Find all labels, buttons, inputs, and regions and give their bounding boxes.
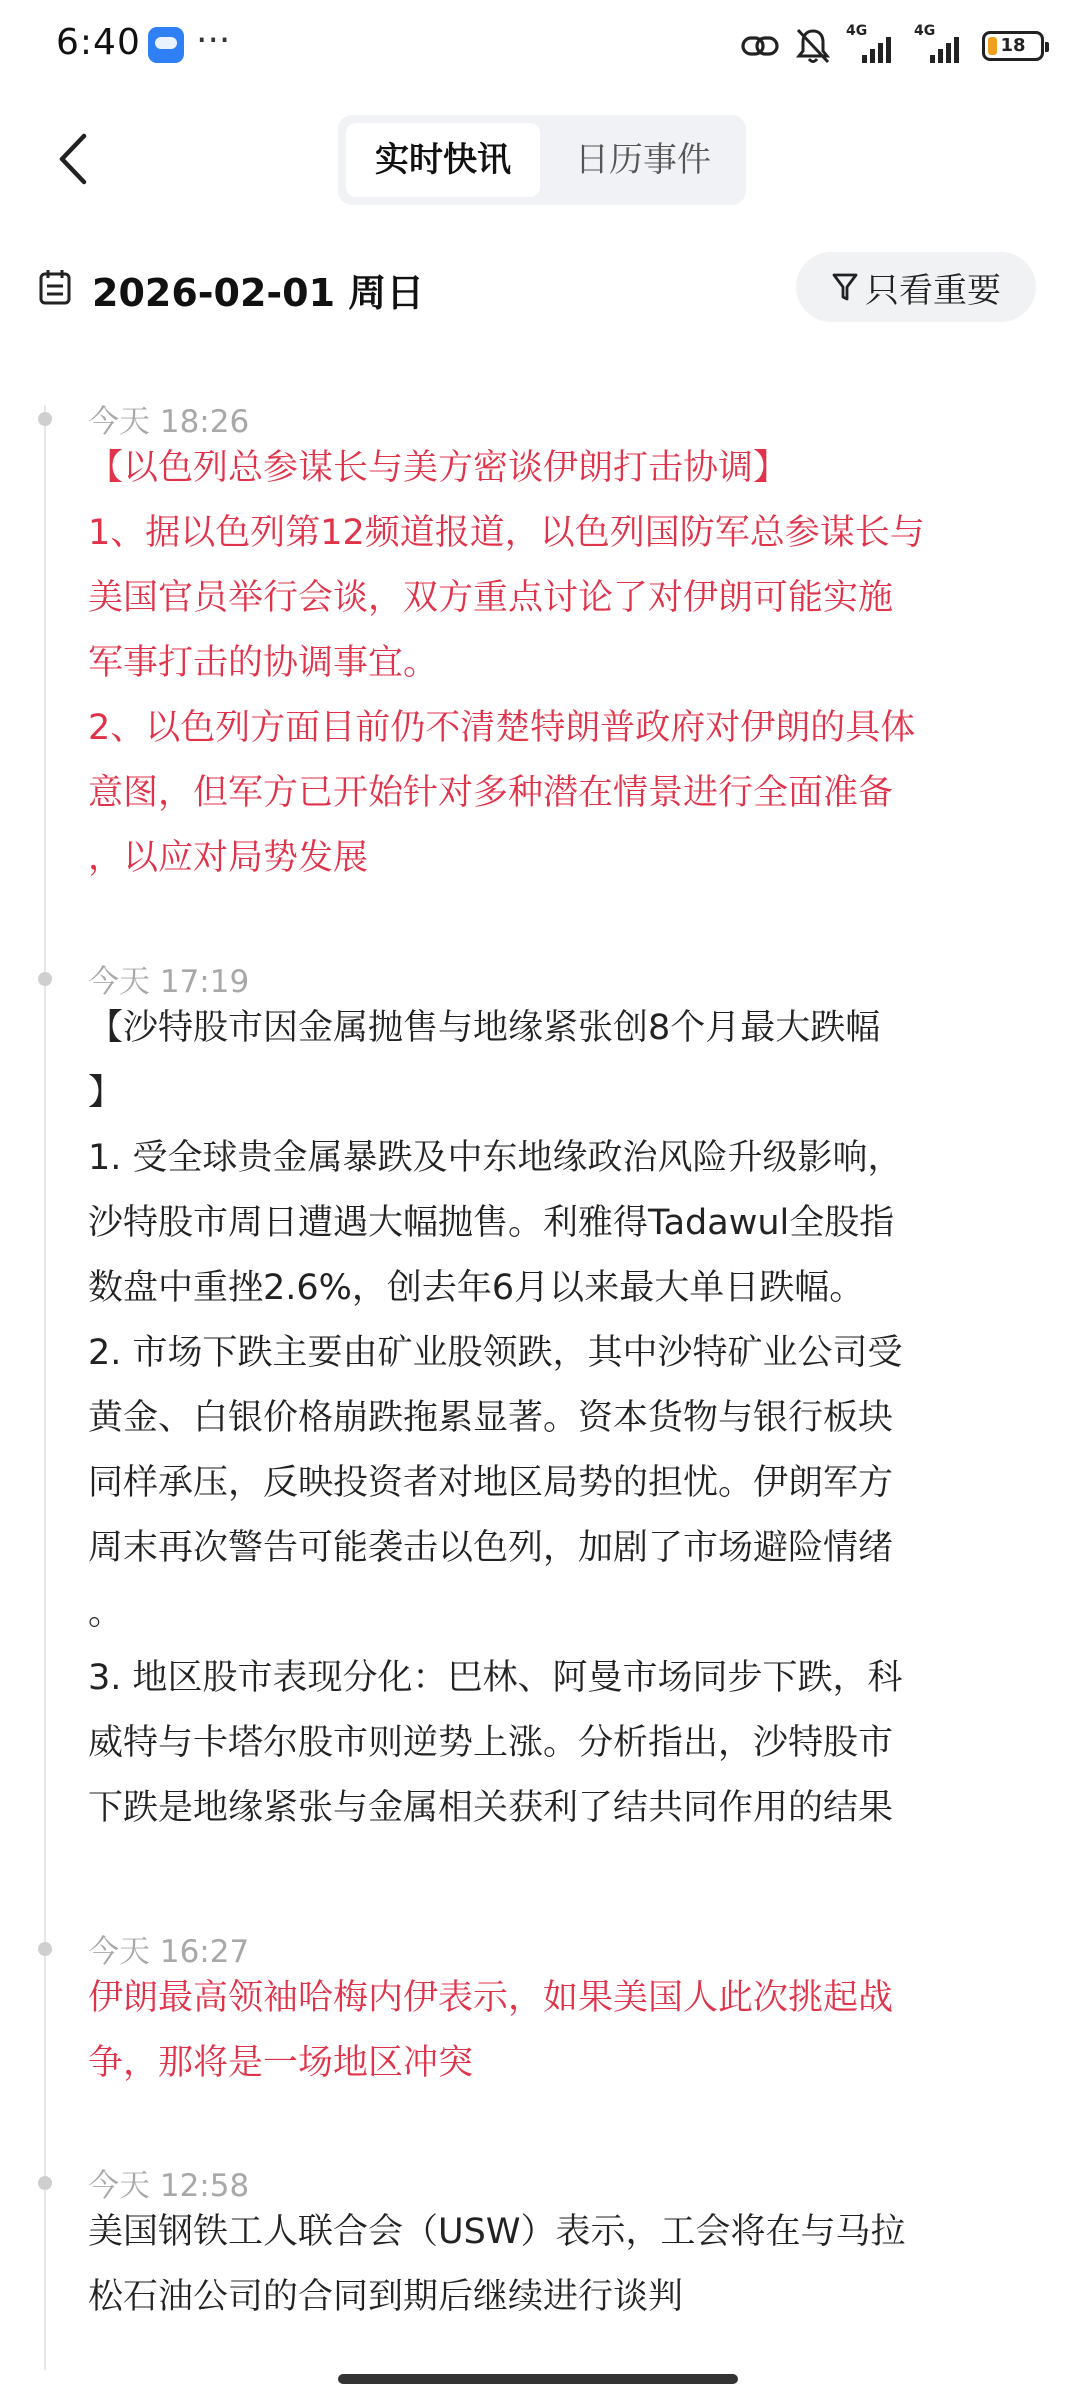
news-time: 今天 16:27: [88, 1934, 250, 1970]
news-line: 1. 受全球贵金属暴跌及中东地缘政治风险升级影响，: [88, 1138, 903, 1178]
battery-level: 18: [1000, 35, 1026, 56]
calendar-icon[interactable]: [38, 268, 72, 310]
news-line: 2、以色列方面目前仍不清楚特朗普政府对伊朗的具体: [88, 708, 916, 748]
tab-realtime-news[interactable]: 实时快讯: [346, 123, 540, 197]
app-notification-icon: [148, 27, 184, 63]
news-line: 下跌是地缘紧张与金属相关获利了结共同作用的结果: [88, 1788, 894, 1828]
news-line: 【沙特股市因金属抛售与地缘紧张创8个月最大跌幅: [88, 1008, 881, 1048]
news-line: 。: [88, 1593, 124, 1633]
battery-icon: [982, 31, 1044, 61]
news-time: 今天 18:26: [88, 404, 250, 440]
news-line: 争，那将是一场地区冲突: [88, 2043, 474, 2083]
filter-label: 只看重要: [865, 270, 1001, 311]
signal-icon-sim2: [914, 23, 968, 65]
news-line: 】: [88, 1073, 124, 1113]
link-icon: [740, 26, 780, 66]
status-time: 6:40: [56, 22, 141, 63]
news-time: 今天 12:58: [88, 2168, 250, 2204]
segmented-tabs: [338, 115, 746, 205]
signal-icon-sim1: [846, 23, 900, 65]
selected-date[interactable]: 2026-02-01 周日: [92, 271, 425, 315]
news-line: 松石油公司的合同到期后继续进行谈判: [88, 2277, 684, 2317]
news-content: [88, 1966, 1043, 2096]
timeline-dot: [38, 2176, 52, 2190]
status-icons: [740, 23, 1044, 66]
network-type-label: 4G: [914, 23, 936, 39]
news-line: 1、据以色列第12频道报道，以色列国防军总参谋长与: [88, 513, 925, 553]
news-line: ，以应对局势发展: [88, 838, 369, 878]
news-line: 威特与卡塔尔股市则逆势上涨。分析指出，沙特股市: [88, 1723, 894, 1763]
news-line: 沙特股市周日遭遇大幅抛售。利雅得Tadawul全股指: [88, 1203, 895, 1243]
news-line: 美国钢铁工人联合会（USW）表示，工会将在与马拉: [88, 2212, 906, 2252]
news-line: 意图，但军方已开始针对多种潜在情景进行全面准备: [88, 773, 894, 813]
date-bar: [0, 248, 1080, 328]
news-line: 伊朗最高领袖哈梅内伊表示，如果美国人此次挑起战: [88, 1978, 894, 2018]
news-line: 同样承压，反映投资者对地区局势的担忧。伊朗军方: [88, 1463, 894, 1503]
network-type-label: 4G: [846, 23, 868, 39]
news-line: 黄金、白银价格崩跌拖累显著。资本货物与银行板块: [88, 1398, 894, 1438]
news-content: [88, 436, 1043, 891]
mute-bell-icon: [794, 26, 832, 66]
timeline-dot: [38, 972, 52, 986]
news-line: 2. 市场下跌主要由矿业股领跌，其中沙特矿业公司受: [88, 1333, 903, 1373]
timeline-dot: [38, 1942, 52, 1956]
news-time: 今天 17:19: [88, 964, 250, 1000]
tab-calendar-events[interactable]: 日历事件: [575, 140, 711, 180]
timeline-line: [44, 405, 46, 2370]
news-line: 3. 地区股市表现分化：巴林、阿曼市场同步下跌，科: [88, 1658, 903, 1698]
important-only-filter-button[interactable]: [796, 252, 1036, 322]
news-line: 数盘中重挫2.6%，创去年6月以来最大单日跌幅。: [88, 1268, 865, 1308]
home-indicator[interactable]: [338, 2374, 738, 2384]
back-button[interactable]: [50, 126, 100, 192]
timeline-dot: [38, 412, 52, 426]
news-line: 周末再次警告可能袭击以色列，加剧了市场避险情绪: [88, 1528, 894, 1568]
news-line: 美国官员举行会谈，双方重点讨论了对伊朗可能实施: [88, 578, 894, 618]
news-content: [88, 996, 1043, 1841]
chevron-left-icon: [50, 126, 100, 192]
news-line: 【以色列总参谋长与美方密谈伊朗打击协调】: [88, 448, 789, 488]
more-notifications-indicator: ···: [196, 20, 231, 61]
news-line: 军事打击的协调事宜。: [88, 643, 439, 683]
filter-icon: [831, 271, 859, 303]
news-content: [88, 2200, 1043, 2330]
status-bar: [0, 0, 1080, 100]
